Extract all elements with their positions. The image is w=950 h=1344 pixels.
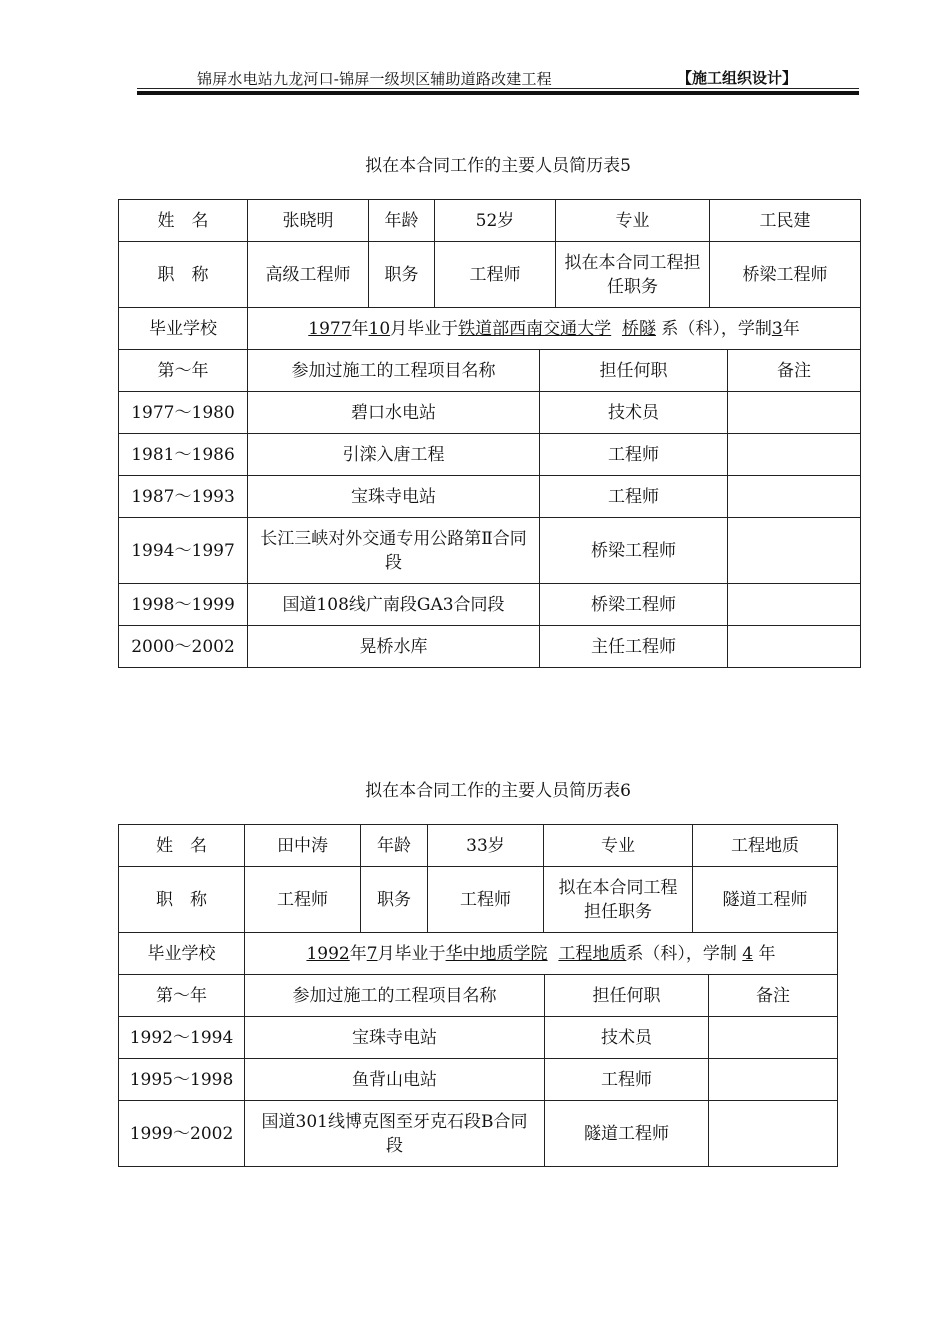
age-value: 52岁 bbox=[435, 200, 556, 242]
position-label: 职务 bbox=[369, 242, 435, 308]
row-post: 桥梁工程师 bbox=[540, 518, 728, 584]
duration-value: 4 bbox=[742, 943, 754, 964]
row-remark bbox=[728, 476, 861, 518]
duration-value: 3 bbox=[771, 318, 783, 339]
row-years: 1992～1994 bbox=[119, 1017, 245, 1059]
major-value: 工程地质 bbox=[693, 825, 838, 867]
role-label: 拟在本合同工程担任职务 bbox=[556, 242, 710, 308]
age-label: 年龄 bbox=[369, 200, 435, 242]
col-post: 担任何职 bbox=[540, 350, 728, 392]
rank-label: 职 称 bbox=[119, 867, 245, 933]
role-label: 拟在本合同工程担任职务 bbox=[544, 867, 693, 933]
row-post: 技术员 bbox=[545, 1017, 709, 1059]
grad-month: 10 bbox=[368, 318, 391, 339]
grad-year-suffix: 年 bbox=[349, 943, 367, 964]
grad-month-suffix: 月毕业于 bbox=[390, 318, 459, 339]
resume-table-history bbox=[118, 349, 861, 668]
rank-value: 工程师 bbox=[245, 867, 361, 933]
grad-year: 1977 bbox=[308, 318, 352, 339]
row-years: 1998～1999 bbox=[119, 584, 248, 626]
school-label: 毕业学校 bbox=[119, 933, 245, 975]
name-value: 田中涛 bbox=[245, 825, 361, 867]
table-row bbox=[119, 434, 861, 476]
age-value: 33岁 bbox=[428, 825, 544, 867]
duration-suffix: 年 bbox=[758, 943, 776, 964]
row-project: 长江三峡对外交通专用公路第Ⅱ合同段 bbox=[248, 518, 540, 584]
major-label: 专业 bbox=[544, 825, 693, 867]
table-title: 拟在本合同工作的主要人员简历表5 bbox=[365, 156, 631, 176]
table-row bbox=[119, 392, 861, 434]
col-years: 第～年 bbox=[119, 350, 248, 392]
row-project: 碧口水电站 bbox=[248, 392, 540, 434]
row-years: 1977～1980 bbox=[119, 392, 248, 434]
row-project: 国道108线广南段GA3合同段 bbox=[248, 584, 540, 626]
row-post: 技术员 bbox=[540, 392, 728, 434]
col-post: 担任何职 bbox=[545, 975, 709, 1017]
school-value: 铁道部西南交通大学 bbox=[458, 318, 612, 339]
row-years: 1981～1986 bbox=[119, 434, 248, 476]
col-remark: 备注 bbox=[728, 350, 861, 392]
table-row bbox=[119, 1017, 838, 1059]
header-rule-thick bbox=[137, 91, 859, 95]
row-project: 国道301线博克图至牙克石段B合同段 bbox=[245, 1101, 545, 1167]
grad-year: 1992 bbox=[306, 943, 350, 964]
graduation-info bbox=[245, 933, 838, 975]
table-row bbox=[119, 476, 861, 518]
page-header bbox=[137, 62, 859, 96]
row-project: 晃桥水库 bbox=[248, 626, 540, 668]
resume-table-history bbox=[118, 974, 838, 1167]
row-project: 鱼背山电站 bbox=[245, 1059, 545, 1101]
row-remark bbox=[728, 518, 861, 584]
row-remark bbox=[728, 434, 861, 476]
row-project: 引滦入唐工程 bbox=[248, 434, 540, 476]
age-label: 年龄 bbox=[361, 825, 428, 867]
row-remark bbox=[728, 584, 861, 626]
school-label: 毕业学校 bbox=[119, 308, 248, 350]
row-post: 工程师 bbox=[540, 434, 728, 476]
resume-table-basic bbox=[118, 824, 838, 975]
rank-value: 高级工程师 bbox=[248, 242, 369, 308]
project-name: 锦屏水电站九龙河口-锦屏一级坝区辅助道路改建工程 bbox=[197, 70, 552, 88]
col-project: 参加过施工的工程项目名称 bbox=[245, 975, 545, 1017]
position-value: 工程师 bbox=[435, 242, 556, 308]
duration-suffix: 年 bbox=[782, 318, 800, 339]
position-label: 职务 bbox=[361, 867, 428, 933]
row-post: 桥梁工程师 bbox=[540, 584, 728, 626]
col-project: 参加过施工的工程项目名称 bbox=[248, 350, 540, 392]
department-value: 工程地质 bbox=[558, 943, 627, 964]
name-label: 姓 名 bbox=[119, 825, 245, 867]
role-value: 隧道工程师 bbox=[693, 867, 838, 933]
table-row bbox=[119, 518, 861, 584]
row-years: 1987～1993 bbox=[119, 476, 248, 518]
major-label: 专业 bbox=[556, 200, 710, 242]
role-value: 桥梁工程师 bbox=[710, 242, 861, 308]
table-row bbox=[119, 626, 861, 668]
col-remark: 备注 bbox=[709, 975, 838, 1017]
row-years: 1995～1998 bbox=[119, 1059, 245, 1101]
school-value: 华中地质学院 bbox=[445, 943, 548, 964]
row-post: 工程师 bbox=[545, 1059, 709, 1101]
table-row bbox=[119, 584, 861, 626]
row-remark bbox=[709, 1101, 838, 1167]
row-project: 宝珠寺电站 bbox=[248, 476, 540, 518]
row-post: 工程师 bbox=[540, 476, 728, 518]
row-years: 1999～2002 bbox=[119, 1101, 245, 1167]
department-suffix: 系（科），学制 bbox=[626, 943, 737, 964]
resume-table-basic bbox=[118, 199, 861, 350]
row-project: 宝珠寺电站 bbox=[245, 1017, 545, 1059]
major-value: 工民建 bbox=[710, 200, 861, 242]
department-value: 桥隧 bbox=[621, 318, 656, 339]
row-years: 2000～2002 bbox=[119, 626, 248, 668]
row-remark bbox=[728, 626, 861, 668]
row-post: 隧道工程师 bbox=[545, 1101, 709, 1167]
section-name: 【施工组织设计】 bbox=[676, 69, 797, 87]
name-value: 张晓明 bbox=[248, 200, 369, 242]
row-remark bbox=[709, 1017, 838, 1059]
row-years: 1994～1997 bbox=[119, 518, 248, 584]
row-post: 主任工程师 bbox=[540, 626, 728, 668]
grad-year-suffix: 年 bbox=[351, 318, 369, 339]
row-remark bbox=[709, 1059, 838, 1101]
department-suffix: 系（科），学制 bbox=[661, 318, 772, 339]
table-title: 拟在本合同工作的主要人员简历表6 bbox=[365, 781, 631, 801]
rank-label: 职 称 bbox=[119, 242, 248, 308]
grad-month: 7 bbox=[366, 943, 378, 964]
col-years: 第～年 bbox=[119, 975, 245, 1017]
position-value: 工程师 bbox=[428, 867, 544, 933]
table-row bbox=[119, 1059, 838, 1101]
grad-month-suffix: 月毕业于 bbox=[377, 943, 446, 964]
row-remark bbox=[728, 392, 861, 434]
graduation-info bbox=[248, 308, 861, 350]
name-label: 姓 名 bbox=[119, 200, 248, 242]
header-rule-thin bbox=[137, 88, 859, 89]
table-row bbox=[119, 1101, 838, 1167]
